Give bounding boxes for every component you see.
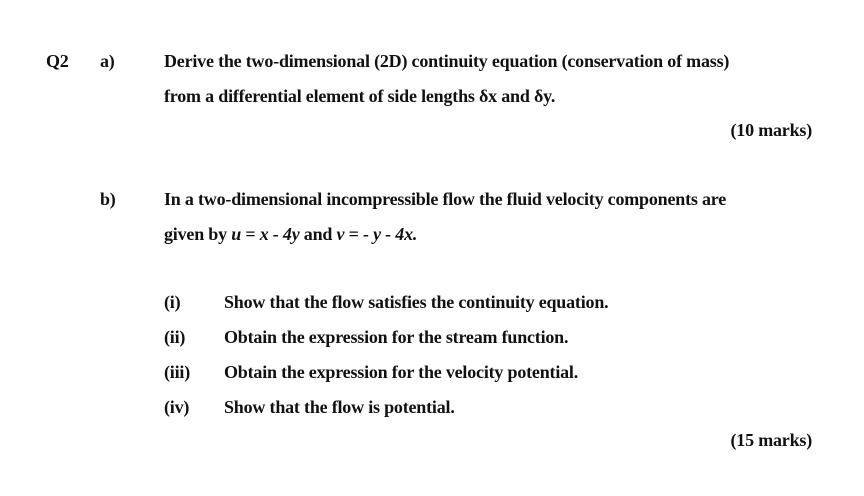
subpart-label-iv: (iv) [164, 397, 190, 417]
part-b-label: b) [100, 189, 116, 209]
line2-prefix: given by [164, 224, 232, 244]
subpart-text-i: Show that the flow satisfies the continuity equation. [224, 292, 609, 312]
v-expression: - y - 4x. [363, 224, 418, 244]
part-b-line2 [164, 225, 417, 243]
u-variable: u [231, 224, 242, 244]
v-variable: v [336, 224, 345, 244]
subpart-label-ii: (ii) [164, 327, 186, 347]
subpart-text-ii: Obtain the expression for the stream function. [224, 327, 569, 347]
question-number: Q2 [46, 51, 69, 71]
subpart-text-iii: Obtain the expression for the velocity potential. [224, 362, 579, 382]
subpart-label-iii: (iii) [164, 362, 190, 382]
part-b-marks: (15 marks) [730, 430, 812, 450]
v-equals: = [344, 224, 363, 244]
u-equals: = [241, 224, 260, 244]
part-a-label: a) [100, 51, 115, 71]
part-b-line1: In a two-dimensional incompressible flow the fluid velocity components are [164, 189, 727, 209]
subpart-text-iv: Show that the flow is potential. [224, 397, 455, 417]
part-a-line2: from a differential element of side lengths δx and δy. [164, 86, 556, 106]
u-expression: x - 4y [259, 224, 300, 244]
subpart-label-i: (i) [164, 292, 181, 312]
part-a-marks: (10 marks) [730, 120, 812, 140]
part-a-line1: Derive the two-dimensional (2D) continuity equation (conservation of mass) [164, 51, 730, 71]
and-word: and [299, 224, 337, 244]
